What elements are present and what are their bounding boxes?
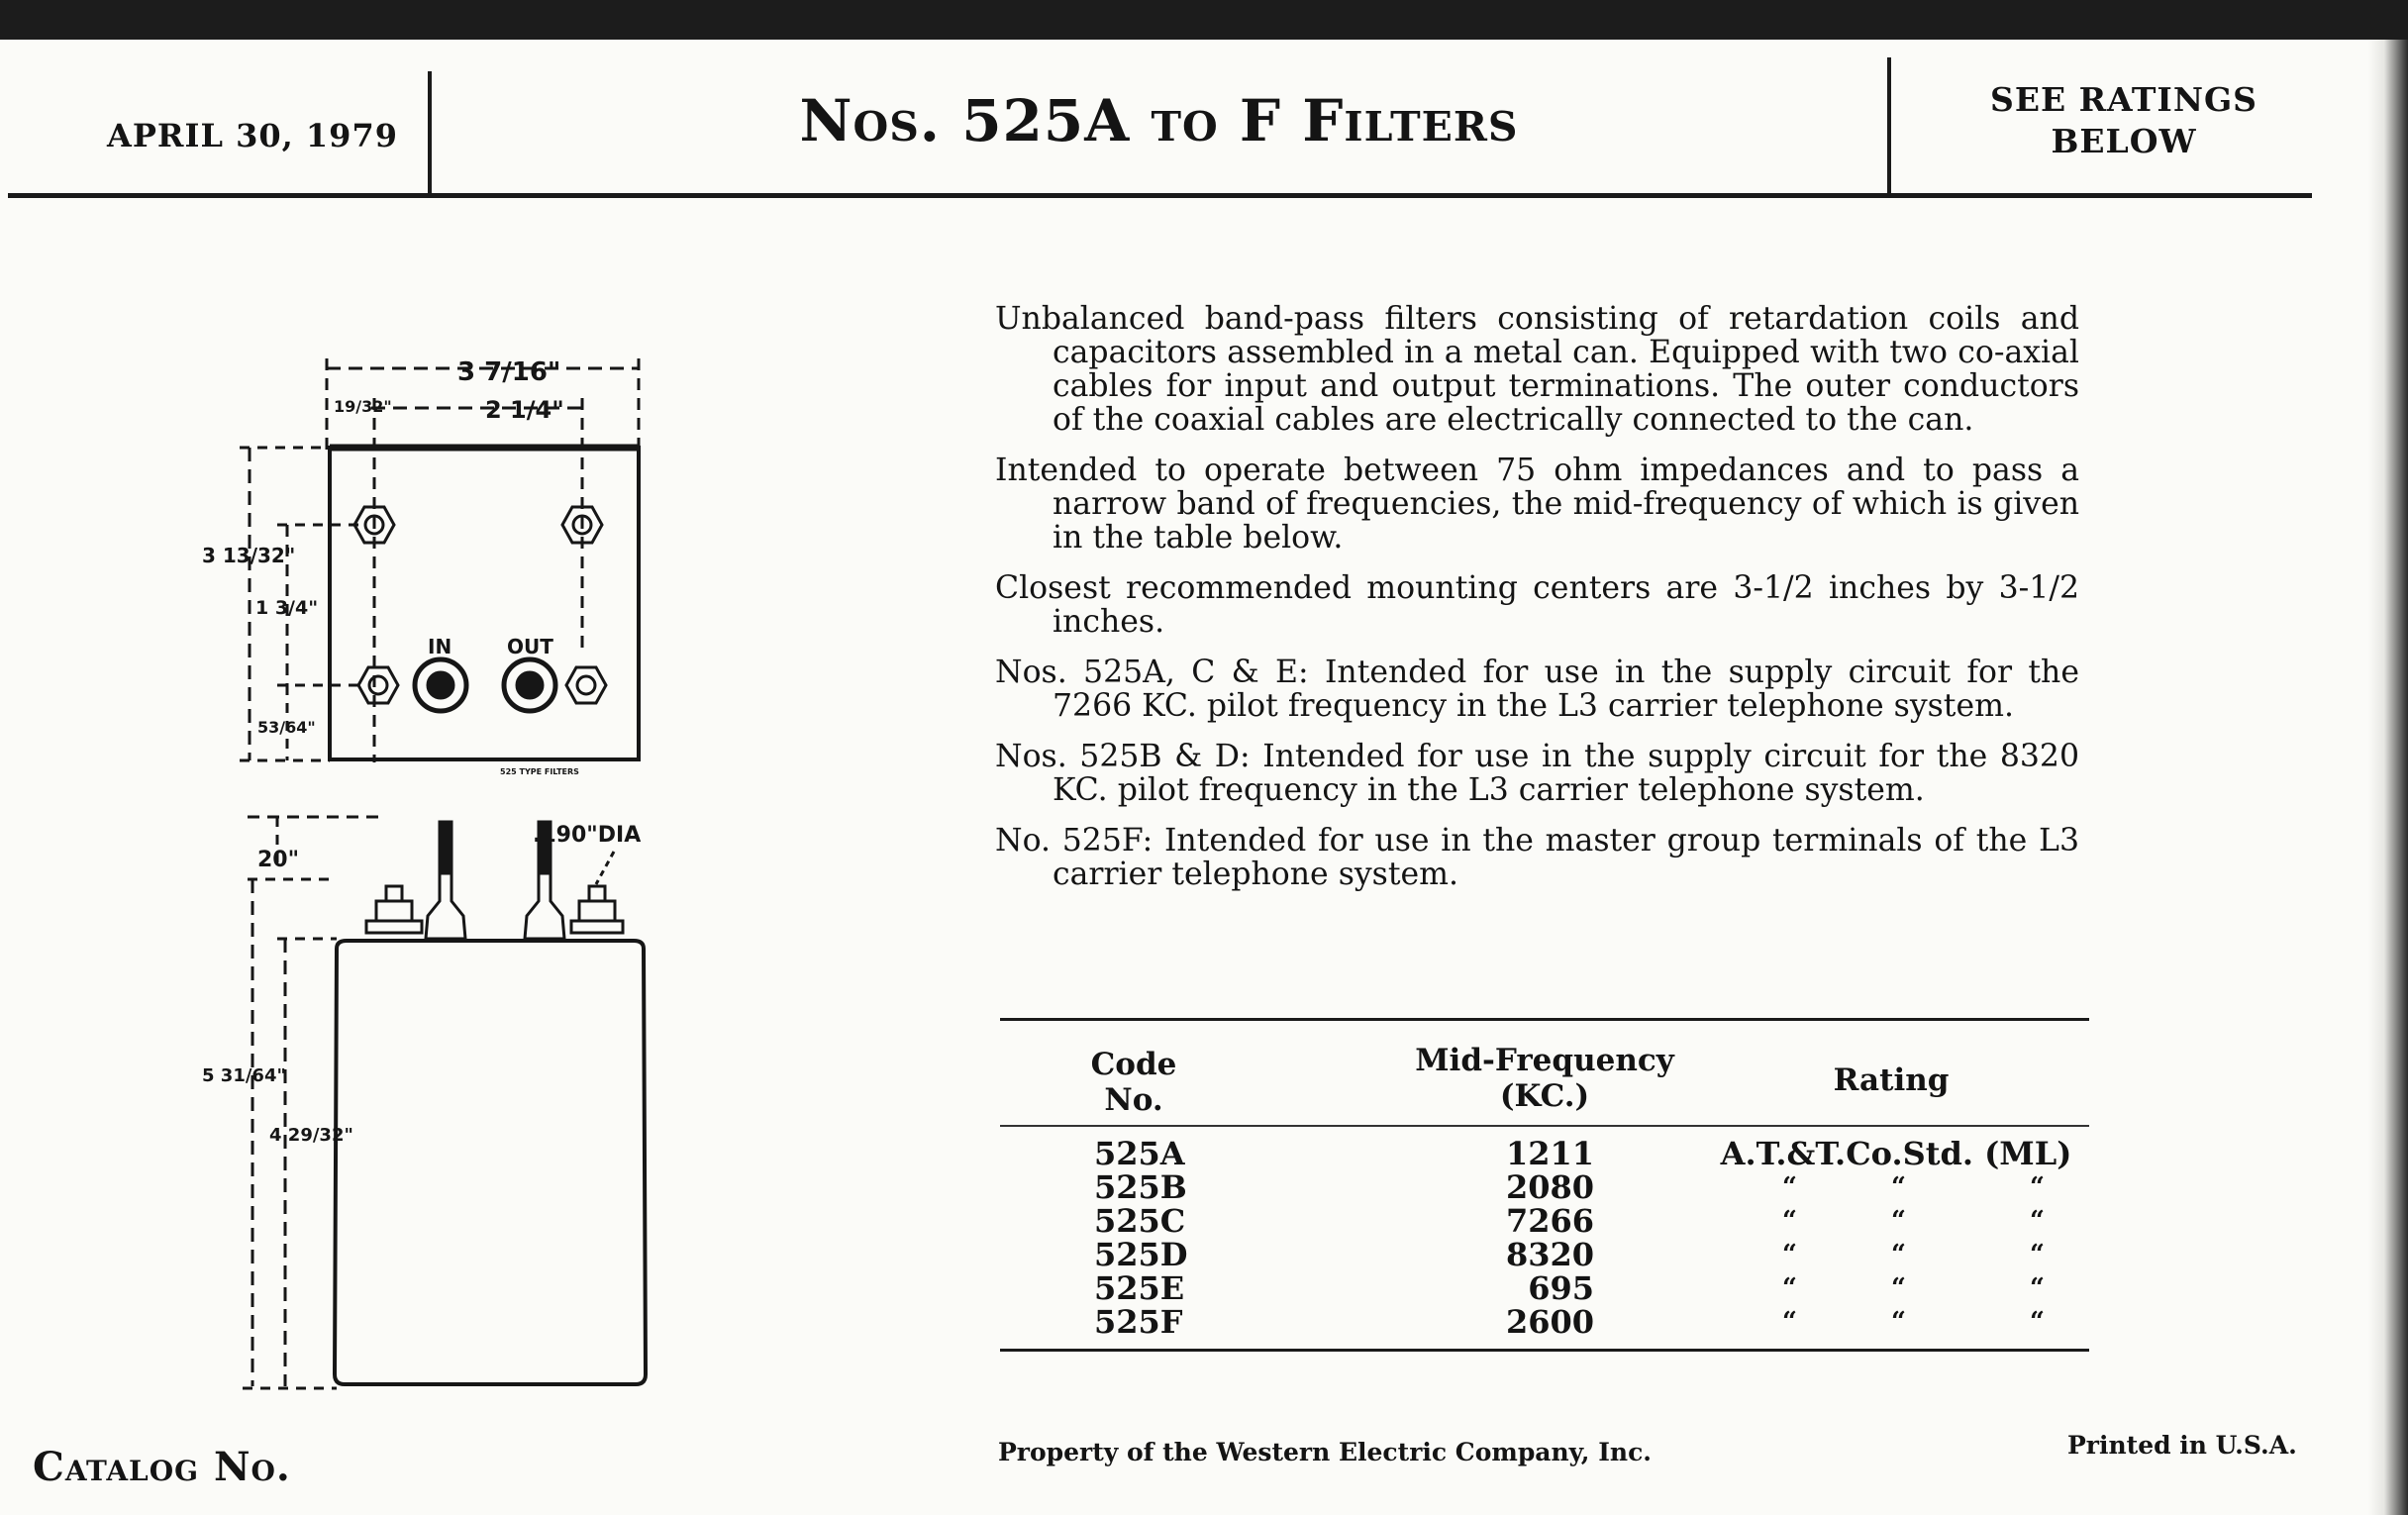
col-header-code-line1: Code (1090, 1047, 1177, 1082)
offset-dim-label: 19/32" (334, 397, 392, 416)
cell-code: 525B (1094, 1168, 1187, 1206)
dia-label: .190"DIA (533, 823, 642, 848)
mount-stud-bottom-right-hole (577, 676, 595, 694)
stud-right-base (571, 921, 623, 933)
table-row (1000, 1305, 2089, 1339)
description (995, 302, 2079, 908)
page-title: Nos. 525A to F Filters (799, 87, 1519, 154)
cell-frequency: 695 (1528, 1269, 1594, 1307)
property-notice: Property of the Western Electric Company, Inc. (998, 1438, 1653, 1466)
overall-dim-label: 5 31/64" (202, 1065, 286, 1086)
dimension-drawing (198, 337, 713, 1406)
table-row (1000, 1170, 2089, 1204)
coax-right-boot (525, 871, 564, 939)
ditto-mark: “ (1782, 1307, 1797, 1337)
side-view-labels (202, 823, 641, 1146)
cell-frequency: 1211 (1505, 1135, 1594, 1172)
top-view-body (330, 448, 639, 759)
ditto-mark: “ (1891, 1273, 1906, 1303)
ditto-mark: “ (1782, 1240, 1797, 1269)
out-label: OUT (507, 635, 553, 658)
dia-leader (596, 852, 614, 884)
page-edge-shadow (2368, 40, 2408, 1515)
cell-code: 525A (1094, 1135, 1185, 1172)
cell-code: 525E (1094, 1269, 1185, 1307)
ditto-mark: “ (2030, 1307, 2045, 1337)
ditto-mark: “ (1891, 1172, 1906, 1202)
out-connector-center (517, 672, 543, 698)
spacing-dim-label: 2 1/4" (485, 396, 564, 424)
ditto-mark: “ (1782, 1206, 1797, 1236)
ditto-mark: “ (2030, 1273, 2045, 1303)
coax-left-cable (440, 822, 452, 873)
ditto-mark: “ (1782, 1172, 1797, 1202)
ditto-mark: “ (1891, 1240, 1906, 1269)
catalog-number-label: Catalog No. (33, 1444, 291, 1490)
ditto-mark: “ (1782, 1273, 1797, 1303)
can-dim-label: 4 29/32" (269, 1125, 353, 1146)
cell-frequency: 2600 (1505, 1303, 1594, 1341)
in-label: IN (428, 635, 452, 658)
cell-rating: A.T.&T.Co.Std. (ML) (1720, 1135, 2072, 1172)
ratings-table (1000, 1018, 2089, 1352)
stud-left-tip (386, 886, 402, 901)
table-row (1000, 1137, 2089, 1170)
table-header (1000, 1021, 2089, 1125)
header-rule (8, 193, 2312, 198)
cell-frequency: 7266 (1505, 1202, 1594, 1240)
cell-code: 525C (1094, 1202, 1186, 1240)
col-header-frequency-line1: Mid-Frequency (1415, 1043, 1674, 1078)
ditto-mark: “ (1891, 1307, 1906, 1337)
in-connector-center (428, 672, 453, 698)
col-header-frequency-line2: (KC.) (1499, 1078, 1590, 1114)
cell-frequency: 8320 (1505, 1236, 1594, 1273)
cell-frequency: 2080 (1505, 1168, 1594, 1206)
ditto-mark: “ (2030, 1206, 2045, 1236)
col-header-code-line2: No. (1104, 1082, 1163, 1118)
coax-left-boot (426, 871, 465, 939)
header-divider-right (1887, 57, 1891, 198)
drawing-caption: 525 TYPE FILTERS (500, 767, 579, 776)
ditto-mark: “ (2030, 1240, 2045, 1269)
catalog-page (0, 40, 2408, 1515)
mount-stud-bottom-right (566, 667, 606, 703)
stud-left-base (366, 921, 422, 933)
ratings-note (1911, 79, 2337, 162)
table-row (1000, 1271, 2089, 1305)
mid-dim-label: 1 3/4" (255, 597, 319, 619)
table-body (1000, 1127, 2089, 1349)
description-paragraph: No. 525F: Intended for use in the master group terminals of the L3 carrier telephone system. (995, 823, 2079, 892)
terminal-dim-label: 20" (257, 848, 300, 872)
ditto-mark: “ (2030, 1172, 2045, 1202)
stud-right-nut (579, 901, 615, 921)
dimension-drawing-svg (198, 337, 713, 1406)
printed-notice: Printed in U.S.A. (2067, 1431, 2297, 1460)
ditto-mark: “ (1891, 1206, 1906, 1236)
col-header-code (1059, 1047, 1208, 1118)
description-paragraph: Closest recommended mounting centers are 3-1/2 inches by 3-1/2 inches. (995, 570, 2079, 640)
height-dim-label: 3 13/32" (202, 544, 296, 567)
width-dim-label: 3 7/16" (457, 357, 561, 387)
description-paragraph: Nos. 525B & D: Intended for use in the supply circuit for the 8320 KC. pilot frequency in the L3 carrier telephone system. (995, 739, 2079, 808)
mount-stud-bottom-left (358, 667, 398, 703)
cell-code: 525F (1094, 1303, 1183, 1341)
description-paragraph: Nos. 525A, C & E: Intended for use in the supply circuit for the 7266 KC. pilot frequency in the L3 carrier telephone system. (995, 655, 2079, 724)
bottom-dim-label: 53/64" (257, 718, 316, 737)
description-paragraph: Intended to operate between 75 ohm impedances and to pass a narrow band of frequencies, the mid-frequency of which is given in the table below. (995, 453, 2079, 556)
top-view (240, 358, 639, 762)
stud-right-tip (589, 886, 605, 901)
side-view-can (335, 941, 646, 1384)
top-view-labels (202, 357, 579, 776)
col-header-rating: Rating (1833, 1062, 1950, 1098)
ratings-note-line1: SEE RATINGS (1989, 80, 2258, 119)
table-row (1000, 1204, 2089, 1238)
cell-code: 525D (1094, 1236, 1188, 1273)
col-header-frequency (1396, 1043, 1693, 1114)
description-paragraph: Unbalanced band-pass filters consisting of retardation coils and capacitors assembled in a metal can. Equipped with two co-axial cables for input and output terminations. The outer conductors of the coaxial cables are electrically connected to the can. (995, 301, 2079, 438)
issue-date: APRIL 30, 1979 (107, 117, 398, 154)
table-row (1000, 1238, 2089, 1271)
ratings-note-line2: BELOW (2051, 122, 2197, 160)
mount-stud-bottom-left-hole (369, 676, 387, 694)
table-bottom-rule (1000, 1349, 2089, 1352)
stud-left-nut (376, 901, 412, 921)
